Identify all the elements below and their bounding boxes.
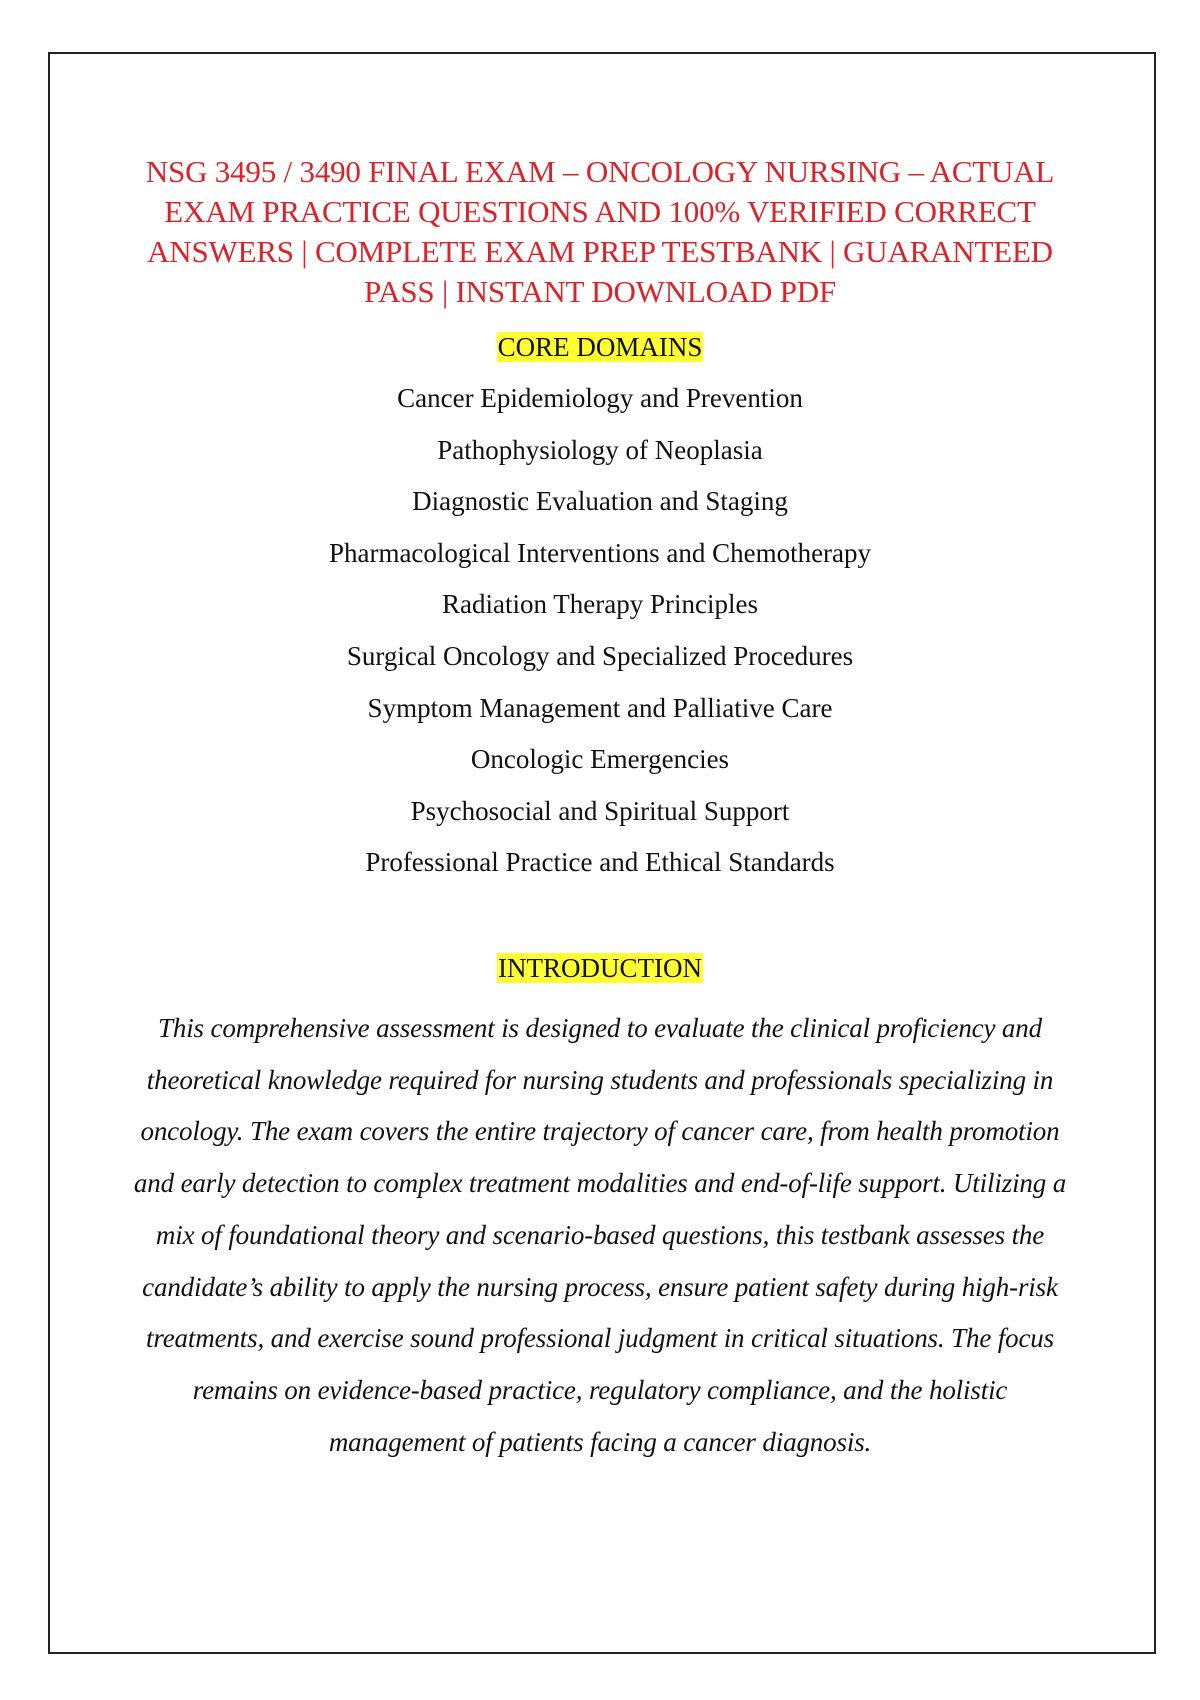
document-title: NSG 3495 / 3490 FINAL EXAM – ONCOLOGY NURSING – ACTUAL EXAM PRACTICE QUESTIONS AND 100% VERIFIED CORRECT ANSWERS | COMPLETE EXAM PREP TESTBANK | GUARANTEED PASS | INSTANT DOWNLOAD PDF bbox=[145, 154, 1055, 309]
list-item: Cancer Epidemiology and Prevention bbox=[397, 383, 803, 413]
list-item: Radiation Therapy Principles bbox=[442, 589, 758, 620]
introduction-heading bbox=[0, 951, 1200, 985]
list-item: Surgical Oncology and Specialized Procedures bbox=[346, 640, 854, 671]
core-domains-heading bbox=[0, 330, 1200, 364]
list-item: Pharmacological Interventions and Chemotherapy bbox=[328, 537, 872, 568]
list-item: Psychosocial and Spiritual Support bbox=[410, 795, 790, 826]
list-item: Symptom Management and Palliative Care bbox=[367, 692, 833, 723]
core-domains-heading-text: CORE DOMAINS bbox=[497, 332, 703, 362]
list-item: Diagnostic Evaluation and Staging bbox=[412, 486, 788, 517]
list-item: Pathophysiology of Neoplasia bbox=[437, 434, 763, 465]
introduction-paragraph: This comprehensive assessment is designed to evaluate the clinical proficiency and theoretical knowledge required for nursing students and professionals specializing in oncology. The exam covers the entire trajectory of cancer care, from health promotion and early detection to complex treatment modalities and end-of-life support. Utilizing a mix of foundational theory and scenario-based questions, this testbank assesses the candidate’s ability to apply the nursing process, ensure patient safety during high-risk treatments, and exercise sound professional judgment in critical situations. The focus remains on evidence-based practice, regulatory compliance, and the holistic management of patients facing a cancer diagnosis. bbox=[133, 1013, 1067, 1457]
core-domains-list bbox=[0, 381, 1200, 897]
list-item: Oncologic Emergencies bbox=[470, 744, 730, 775]
list-item: Professional Practice and Ethical Standards bbox=[365, 847, 835, 878]
introduction-heading-text: INTRODUCTION bbox=[498, 953, 702, 983]
